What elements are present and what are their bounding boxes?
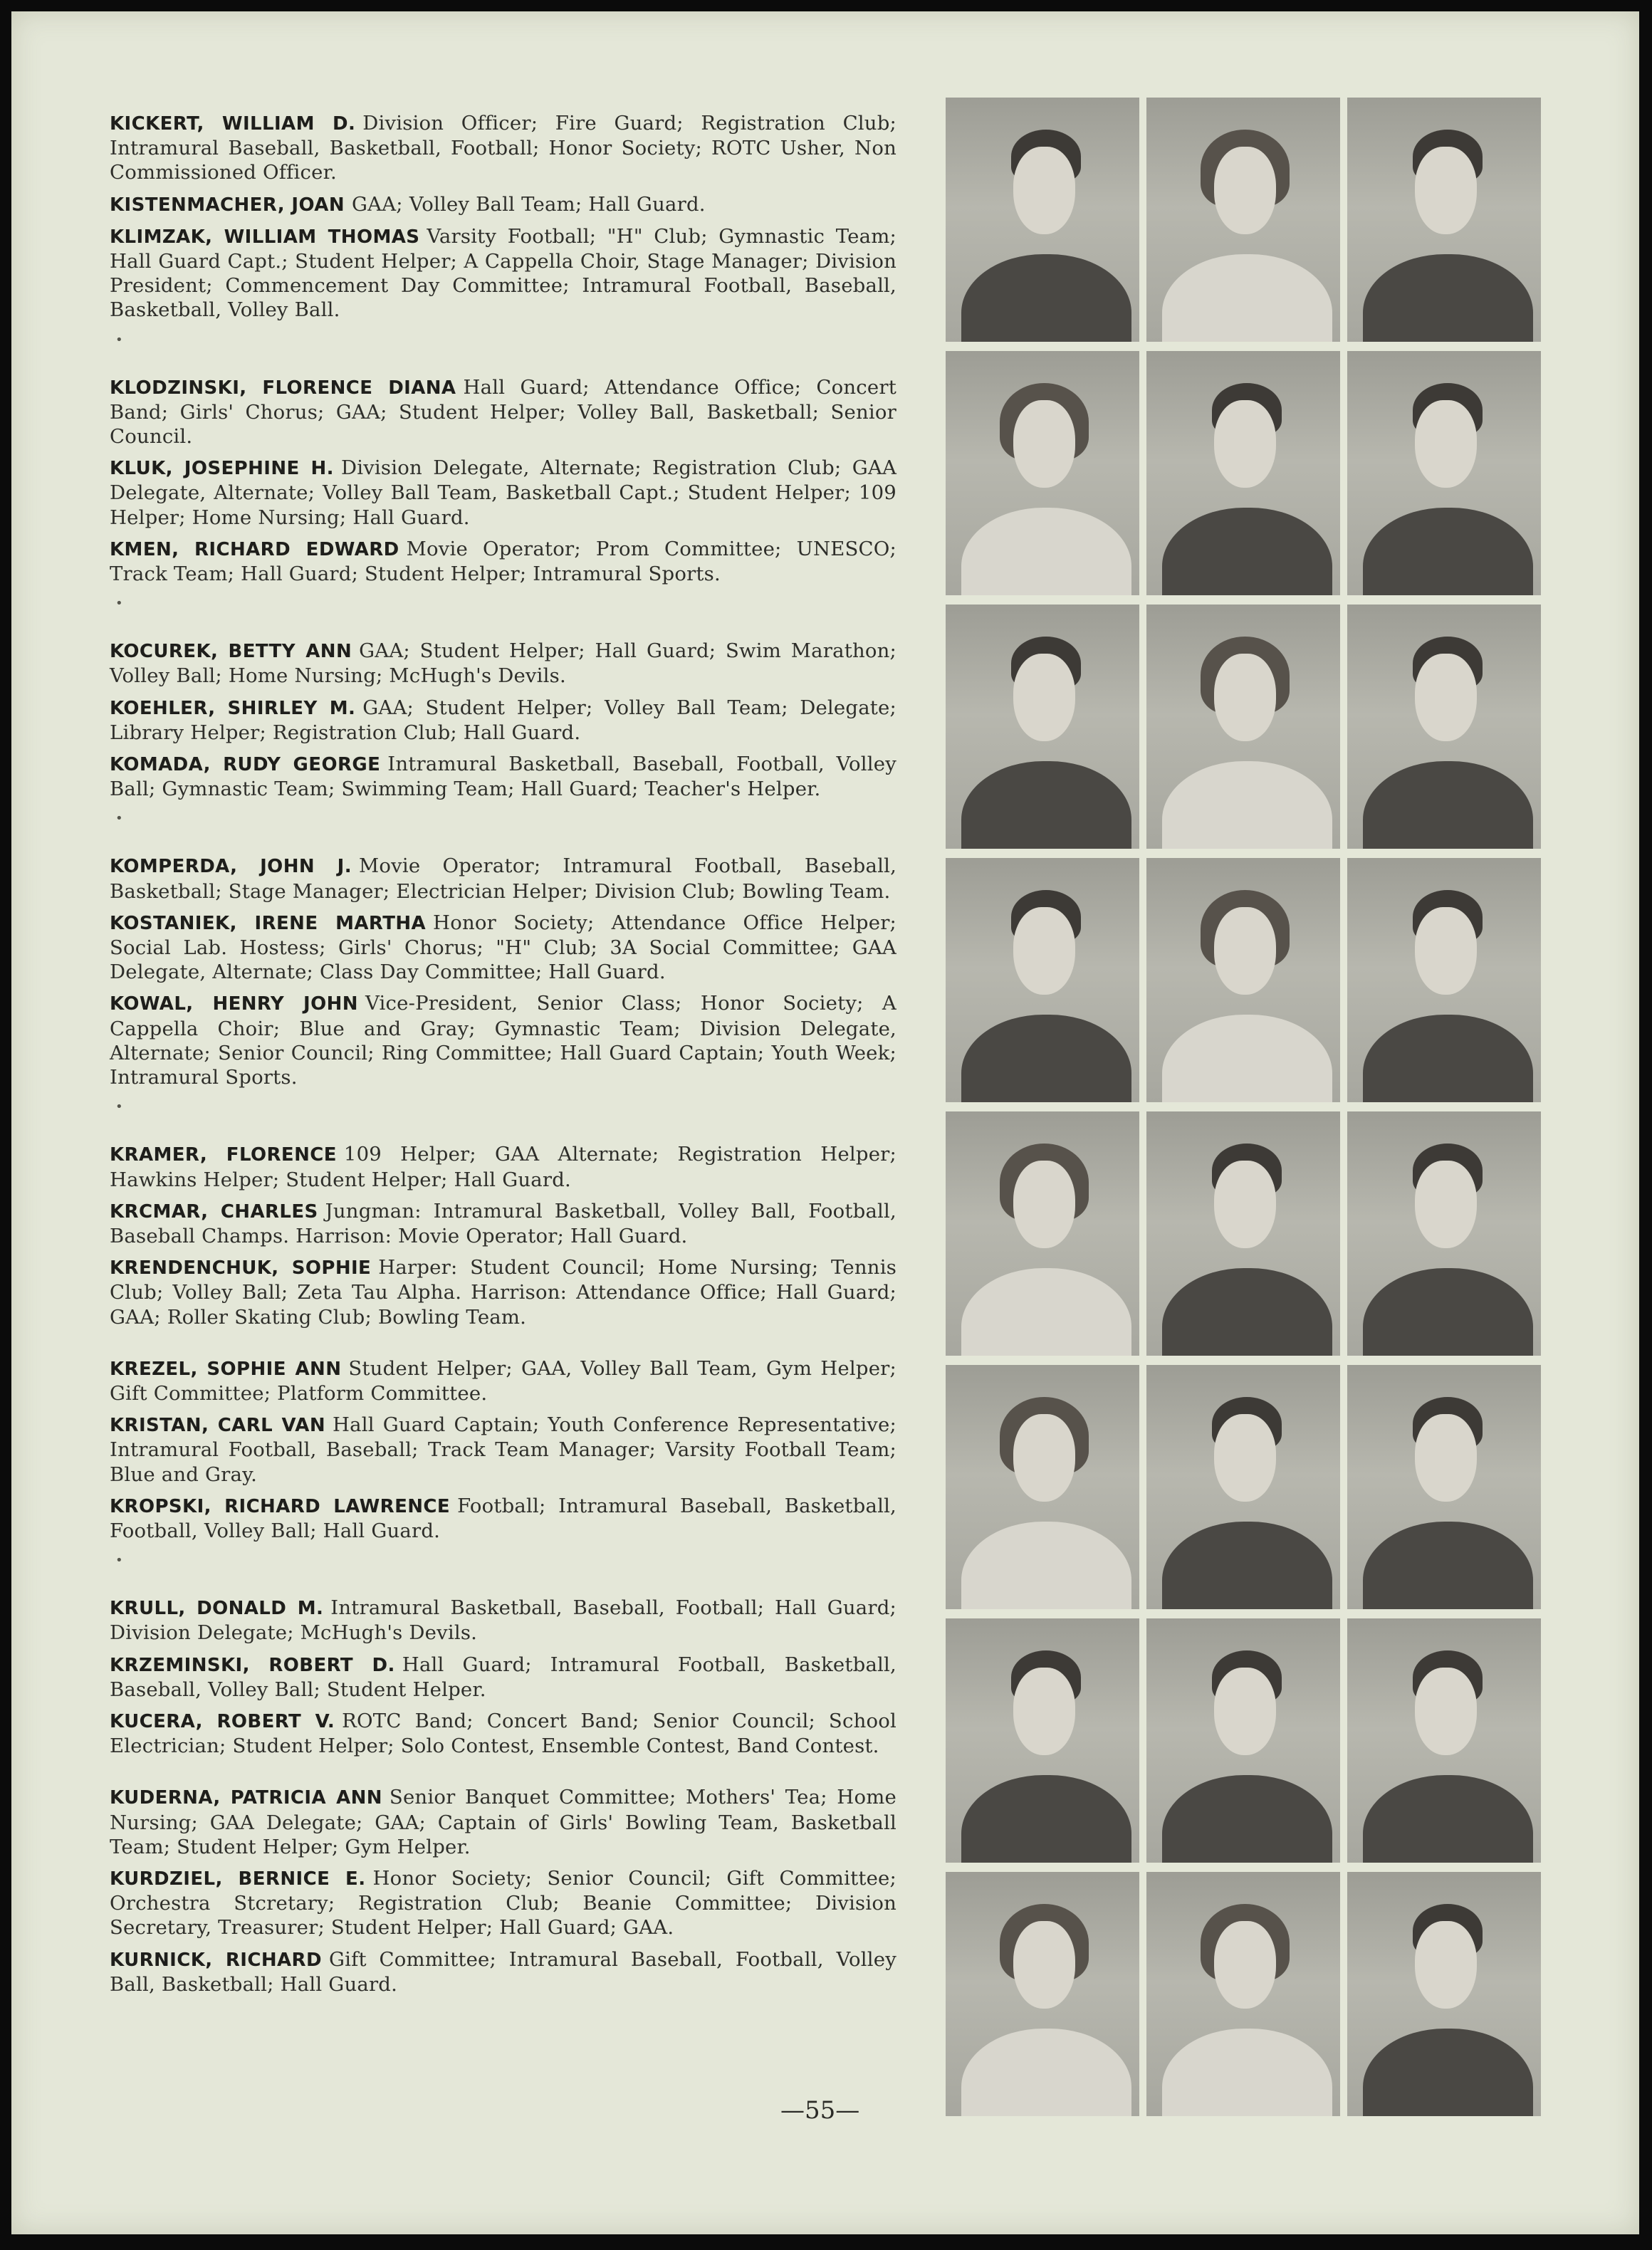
- student-portrait: [1347, 1111, 1541, 1356]
- yearbook-page: [11, 11, 1639, 2234]
- student-entry: [110, 1785, 896, 1859]
- entry-group-4: [110, 854, 896, 1115]
- student-activities: Honor Society; Senior Council; Gift Committee; Orchestra Stcretary; Registration Club; Beanie Committee; Division Secretary, Treasurer; Student Helper; Hall Guard; GAA.: [110, 1866, 896, 1940]
- student-activities: Movie Operator; Intramural Football, Baseball, Basketball; Stage Manager; Electrician Helper; Division Club; Bowling Team.: [110, 854, 897, 903]
- student-entry: [110, 639, 896, 688]
- student-entry: [110, 854, 896, 903]
- student-portrait: [1146, 1872, 1340, 2116]
- student-entry: [110, 375, 896, 449]
- entry-group-1: [110, 111, 896, 348]
- student-activities: Hall Guard; Intramural Football, Basketball, Baseball, Volley Ball; Student Helper.: [110, 1653, 896, 1701]
- student-name: KOMPERDA, JOHN J.: [110, 856, 352, 878]
- student-portrait: [1146, 605, 1340, 849]
- student-name: KOMADA, RUDY GEORGE: [110, 754, 381, 776]
- student-name: KRZEMINSKI, ROBERT D.: [110, 1654, 395, 1676]
- student-entry: [110, 1866, 896, 1940]
- student-activities: 109 Helper; GAA Alternate; Registration Helper; Hawkins Helper; Student Helper; Hall Guard.: [110, 1143, 896, 1191]
- student-entry: [110, 1255, 896, 1329]
- student-portrait: [1146, 858, 1340, 1102]
- student-portrait: [1347, 1365, 1541, 1609]
- student-portrait: [1146, 351, 1340, 595]
- student-name: KLIMZAK, WILLIAM THOMAS: [110, 226, 420, 248]
- entry-group-2: [110, 375, 896, 612]
- student-activities: Jungman: Intramural Basketball, Volley Ball, Football, Baseball Champs. Harrison: Movie Operator; Hall Guard.: [110, 1199, 896, 1247]
- student-activities: GAA; Volley Ball Team; Hall Guard.: [352, 192, 706, 216]
- student-activities: Vice-President, Senior Class; Honor Society; A Cappella Choir; Blue and Gray; Gymnastic Team; Division Delegate, Alternate; Senior Council; Ring Committee; Hall Guard Captain; Youth Week; Intramural Sports.: [110, 992, 896, 1089]
- student-portrait: [946, 98, 1139, 342]
- student-entry: [110, 1494, 896, 1543]
- student-name: KREZEL, SOPHIE ANN: [110, 1358, 342, 1380]
- student-portrait: [946, 1872, 1139, 2116]
- student-entry: [110, 1413, 896, 1487]
- student-name: KMEN, RICHARD EDWARD: [110, 538, 399, 560]
- student-activities: Intramural Basketball, Baseball, Football; Hall Guard; Division Delegate; McHugh's Devils.: [110, 1596, 897, 1645]
- student-entry: [110, 911, 896, 985]
- student-name: KURDZIEL, BERNICE E.: [110, 1868, 366, 1890]
- student-activities: Honor Society; Attendance Office Helper; Social Lab. Hostess; Girls' Chorus; "H" Club; 3A Social Committee; GAA Delegate, Alternate; Class Day Committee; Hall Guard.: [110, 911, 897, 984]
- student-name: KUDERNA, PATRICIA ANN: [110, 1787, 382, 1809]
- student-entry: [110, 456, 896, 530]
- group-separator: •: [115, 596, 123, 612]
- entry-group-7: [110, 1596, 896, 1758]
- student-portrait: [1146, 1618, 1340, 1863]
- page-number: —55—: [780, 2096, 860, 2125]
- student-portrait: [1146, 1365, 1340, 1609]
- student-entry: [110, 1356, 896, 1406]
- student-portrait: [1347, 351, 1541, 595]
- student-entry: [110, 224, 896, 323]
- student-portrait: [1146, 1111, 1340, 1356]
- student-portrait: [1347, 98, 1541, 342]
- student-name: KOCUREK, BETTY ANN: [110, 641, 352, 663]
- student-activities: Harper: Student Council; Home Nursing; Tennis Club; Volley Ball; Zeta Tau Alpha. Harrison: Attendance Office; Hall Guard; GAA; Roller Skating Club; Bowling Team.: [110, 1256, 897, 1329]
- group-separator: •: [115, 1553, 123, 1569]
- student-entry: [110, 752, 896, 801]
- group-separator: •: [115, 811, 123, 827]
- entry-group-6: [110, 1356, 896, 1569]
- student-activities: Division Delegate, Alternate; Registration Club; GAA Delegate, Alternate; Volley Ball Team, Basketball Capt.; Student Helper; 109 Helper; Home Nursing; Hall Guard.: [110, 456, 897, 529]
- student-portrait: [1347, 605, 1541, 849]
- student-entry: [110, 1596, 896, 1645]
- student-name: KROPSKI, RICHARD LAWRENCE: [110, 1495, 451, 1517]
- student-name: KICKERT, WILLIAM D.: [110, 113, 356, 135]
- student-activities: Gift Committee; Intramural Baseball, Football, Volley Ball, Basketball; Hall Guard.: [110, 1947, 896, 1996]
- student-activities: Hall Guard; Attendance Office; Concert Band; Girls' Chorus; GAA; Student Helper; Volley Ball, Basketball; Senior Council.: [110, 375, 896, 449]
- student-entry: [110, 537, 896, 586]
- student-name: KOEHLER, SHIRLEY M.: [110, 697, 356, 719]
- student-portrait: [946, 1111, 1139, 1356]
- student-name: KLODZINSKI, FLORENCE DIANA: [110, 377, 456, 399]
- student-name: KURNICK, RICHARD: [110, 1949, 322, 1971]
- student-portrait: [1347, 1872, 1541, 2116]
- student-name: KOWAL, HENRY JOHN: [110, 993, 358, 1015]
- student-entry: [110, 1142, 896, 1191]
- student-name: KRENDENCHUK, SOPHIE: [110, 1257, 372, 1280]
- group-separator: •: [115, 332, 123, 347]
- student-activities: GAA; Student Helper; Volley Ball Team; Delegate; Library Helper; Registration Club; Hall Guard.: [110, 696, 896, 744]
- portrait-grid: [946, 98, 1541, 2116]
- student-name: KUCERA, ROBERT V.: [110, 1710, 335, 1732]
- student-entry: [110, 192, 896, 217]
- student-name: KLUK, JOSEPHINE H.: [110, 458, 334, 480]
- student-portrait: [946, 605, 1139, 849]
- student-name: KRCMAR, CHARLES: [110, 1200, 318, 1223]
- student-entry: [110, 991, 896, 1089]
- student-name: KRULL, DONALD M.: [110, 1598, 324, 1620]
- student-entry: [110, 1947, 896, 1997]
- student-name: KOSTANIEK, IRENE MARTHA: [110, 912, 427, 934]
- entry-group-8: [110, 1785, 896, 1997]
- student-name: KRAMER, FLORENCE: [110, 1144, 337, 1166]
- student-portrait: [1146, 98, 1340, 342]
- student-name: KRISTAN, CARL VAN: [110, 1415, 325, 1437]
- student-portrait: [946, 1365, 1139, 1609]
- student-activities: Student Helper; GAA, Volley Ball Team, Gym Helper; Gift Committee; Platform Committee.: [110, 1356, 896, 1405]
- student-activities: Varsity Football; "H" Club; Gymnastic Team; Hall Guard Capt.; Student Helper; A Cappella Choir, Stage Manager; Division President; Commencement Day Committee; Intramural Football, Baseball, Basketball, Volley Ball.: [110, 224, 896, 322]
- student-entry: [110, 111, 896, 185]
- student-activities: GAA; Student Helper; Hall Guard; Swim Marathon; Volley Ball; Home Nursing; McHugh's Devils.: [110, 639, 896, 688]
- student-activities: ROTC Band; Concert Band; Senior Council; School Electrician; Student Helper; Solo Contest, Ensemble Contest, Band Contest.: [110, 1709, 896, 1758]
- entry-group-5: [110, 1142, 896, 1329]
- student-portrait: [1347, 1618, 1541, 1863]
- student-activities: Division Officer; Fire Guard; Registration Club; Intramural Baseball, Basketball, Football; Honor Society; ROTC Usher, Non Commissioned Officer.: [110, 112, 896, 184]
- student-portrait: [1347, 858, 1541, 1102]
- student-activities: Senior Banquet Committee; Mothers' Tea; Home Nursing; GAA Delegate; GAA; Captain of Girls' Bowling Team, Basketball Team; Student Helper; Gym Helper.: [110, 1786, 896, 1858]
- entry-group-3: [110, 639, 896, 827]
- student-name: KISTENMACHER, JOAN: [110, 194, 345, 216]
- student-entry: [110, 1199, 896, 1248]
- student-entry: [110, 1709, 896, 1758]
- student-entry: [110, 696, 896, 745]
- student-activities: Hall Guard Captain; Youth Conference Representative; Intramural Football, Baseball; Track Team Manager; Varsity Football Team; Blue and Gray.: [110, 1413, 896, 1486]
- student-portrait: [946, 351, 1139, 595]
- student-activities: Intramural Basketball, Baseball, Football, Volley Ball; Gymnastic Team; Swimming Team; Hall Guard; Teacher's Helper.: [110, 753, 897, 801]
- student-entries: [110, 111, 896, 2004]
- student-portrait: [946, 1618, 1139, 1863]
- student-activities: Football; Intramural Baseball, Basketball, Football, Volley Ball; Hall Guard.: [110, 1494, 896, 1542]
- student-portrait: [946, 858, 1139, 1102]
- student-entry: [110, 1653, 896, 1702]
- student-activities: Movie Operator; Prom Committee; UNESCO; Track Team; Hall Guard; Student Helper; Intramural Sports.: [110, 537, 896, 586]
- group-separator: •: [115, 1099, 123, 1115]
